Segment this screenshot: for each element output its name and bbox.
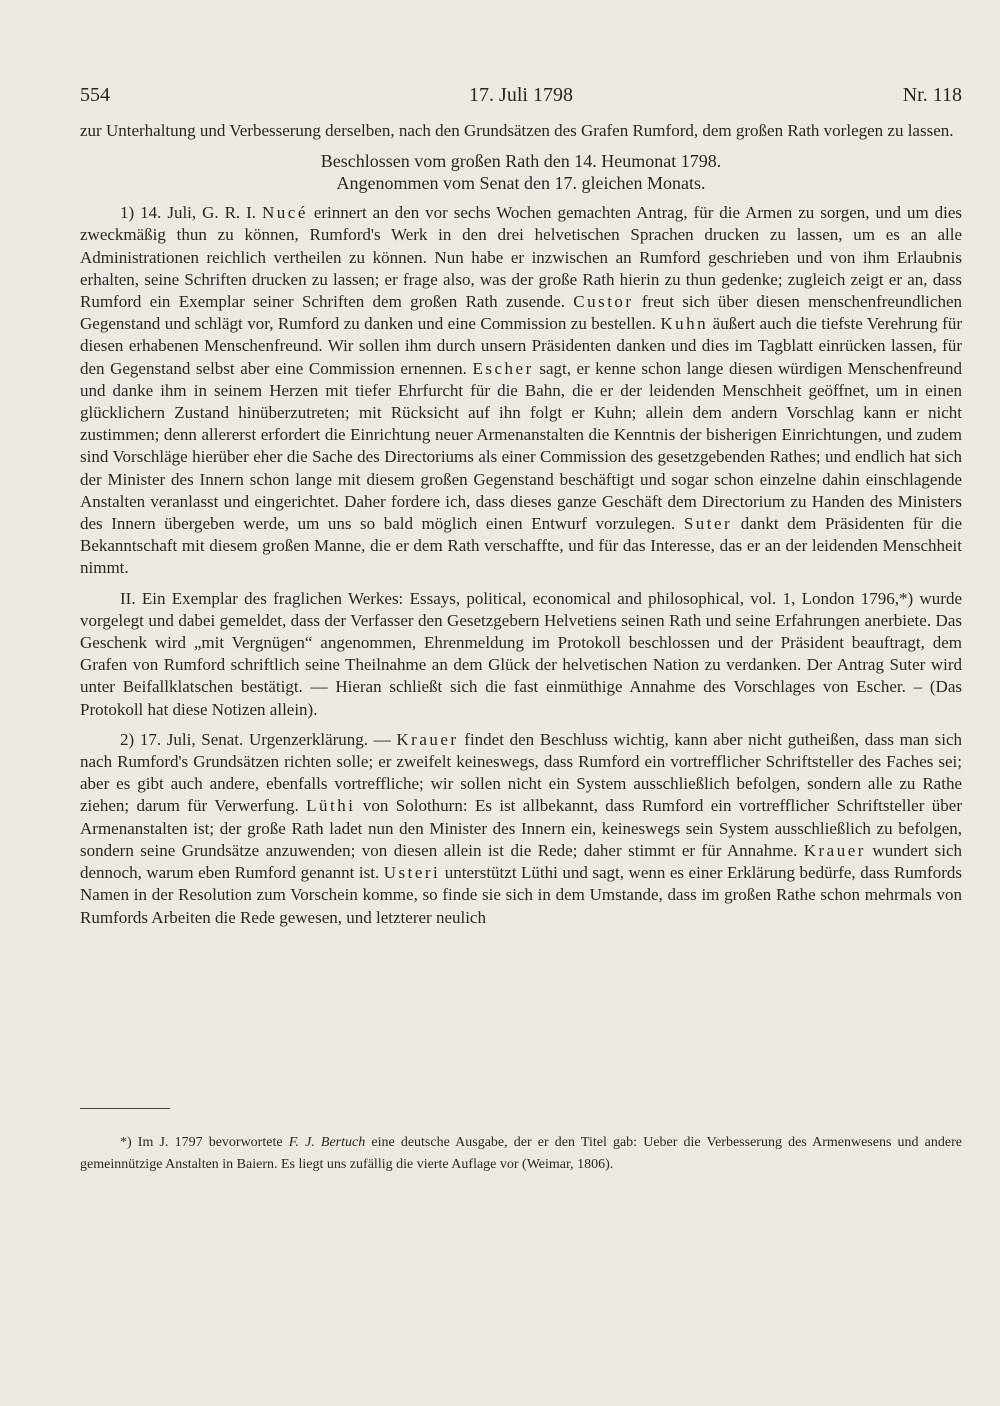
- text-run: freut sich über diesen menschenfreundlichen Gegenstand und schlägt vor, Rumford zu danken und eine Commission zu bestellen.: [80, 292, 962, 334]
- main-text: [80, 120, 962, 929]
- text-run: dankt dem Präsidenten für die Bekanntschaft mit diesem großen Manne, die er dem Rath verschaffte, und für das Interesse, das er an der leidenden Menschheit nimmt.: [80, 514, 962, 578]
- speaker-nuce: Nucé: [262, 203, 308, 223]
- speaker-custor: Custor: [573, 292, 634, 312]
- text-run: wundert sich dennoch, warum eben Rumford genannt ist.: [80, 840, 963, 883]
- speaker-escher: Escher: [472, 358, 534, 378]
- text-run: findet den Beschluss wichtig, kann aber nicht gutheißen, dass man sich nach Rumford's Grundsätzen richten solle; er zweifelt keineswegs, dass Rumford ein vortrefflicher Schriftsteller des Faches sei; aber es gibt auch andere, ebenfalls vortreffliche; wir sollen nicht ein System ausschließlich befolgen, sondern alle zu Rathe ziehen; darum für Verwerfung.: [80, 729, 962, 816]
- text-run: 1) 14. Juli, G. R. I.: [120, 203, 262, 223]
- footnote-author: F. J. Bertuch: [288, 1135, 366, 1150]
- page-header: [80, 84, 962, 114]
- text-run: 2) 17. Juli, Senat. Urgenzerklärung. —: [120, 729, 397, 749]
- text-run: von Solothurn: Es ist allbekannt, dass Rumford ein vortrefflicher Schriftsteller über Armenanstalten ist; der große Rath ladet nun den Minister des Innern ein, keineswegs sein System ausschließlich zu befolgen, sondern seine Grundsätze anzuwenden; von diesen allein ist die Rede; daher stimmt er für Annahme.: [80, 796, 962, 860]
- resolution-line-1: Beschlossen vom großen Rath den 14. Heumonat 1798.: [320, 151, 722, 172]
- text-run: erinnert an den vor sechs Wochen gemachten Antrag, für die Armen zu sorgen, und um dies zweckmäßig thun zu können, Rumford's Werk in den drei helvetischen Sprachen drucken zu lassen, um es an alle Administrationen reichlich vertheilen zu können. Nun habe er inzwischen an Rumford geschrieben und von ihm Erlaubnis erhalten, seine Schriften drucken zu lassen; er frage also, was der große Rath hierin zu thun gedenke; zugleich zeigt er an, dass Rumford ein Exemplar seiner Schriften dem großen Rath zusende.: [80, 203, 963, 312]
- paragraph-2: II. Ein Exemplar des fraglichen Werkes: Essays, political, economical and philosophical, vol. 1, London 1796,*) wurde vorgelegt und dabei gemeldet, dass der Verfasser den Gesetzgebern Helvetiens seinen Rath und seine Erfahrungen anerbiete. Das Geschenk wird „mit Vergnügen“ angenommen, Ehrenmeldung im Protokoll beschlossen und der Präsident beauftragt, dem Grafen von Rumford schriftlich seine Theilnahme an dem Glück der helvetischen Nation zu verdanken. Der Antrag Suter wird unter Beifallklatschen bestätigt. — Hieran schließt sich die fast einmüthige Annahme des Vorschlages von Escher. – (Das Protokoll hat diese Notizen allein).: [80, 588, 962, 719]
- document-number: Nr. 118: [902, 84, 962, 106]
- text-run: sagt, er kenne schon lange diesen würdigen Menschenfreund und danke ihm in seinem Herzen mit tiefer Ehrfurcht für die Bahn, die er der leidenden Menschheit geöffnet, um in einen glücklichern Zustand hinüberzutreten; mit Rücksicht auf ihn folgt er Kuhn; allein dem andern Vorschlag kann er nicht zustimmen; denn allererst erfordert die Einrichtung neuer Armenanstalten die Kenntnis der bisherigen Einrichtungen, und zudem sind Vorschläge hierüber eher die Sache des Directoriums als einer Commission des gesetzgebenden Rathes; und endlich hat sich der Minister des Innern schon lange mit diesem großen Gegenstand beschäftigt und sogar schon einzelne dahin einschlagende Anstalten veranlasst und eingerichtet. Daher fordere ich, dass dieses ganze Geschäft dem Directorium zu Handen des Ministers des Innern übergeben werde, um uns so bald möglich einen Entwurf vorzulegen.: [80, 358, 962, 534]
- speaker-luethi: Lüthi: [306, 796, 356, 816]
- speaker-krauer: Krauer: [396, 729, 459, 749]
- text-run: *) Im J. 1797 bevorwortete: [120, 1135, 289, 1150]
- speaker-suter: Suter: [683, 514, 733, 534]
- footnote: [80, 1132, 962, 1176]
- speaker-kuhn: Kuhn: [660, 314, 709, 334]
- text-run: unterstützt Lüthi und sagt, wenn es einer Erklärung bedürfe, dass Rumfords Namen in der Resolution zum Vorschein komme, so finde sie sich in dem Umstande, dass im großen Rathe schon mehrmals von Rumfords Arbeiten die Rede gewesen, und letzterer neulich: [80, 863, 962, 927]
- page-number: 554: [80, 84, 110, 106]
- header-date: 17. Juli 1798: [469, 84, 573, 106]
- resolution-block: [80, 150, 962, 194]
- resolution-line-2: Angenommen vom Senat den 17. gleichen Monats.: [336, 173, 706, 194]
- text-run: äußert auch die tiefste Verehrung für diesen erhabenen Menschenfreund. Wir sollen ihm durch unsern Präsidenten danken und dies im Tagblatt einrücken lassen, für den Gegenstand selbst aber eine Commission ernennen.: [80, 314, 962, 378]
- intro-paragraph: zur Unterhaltung und Verbesserung derselben, nach den Grundsätzen des Grafen Rumford, dem großen Rath vorlegen zu lassen.: [80, 121, 954, 140]
- speaker-krauer: Krauer: [803, 840, 866, 860]
- speaker-usteri: Usteri: [383, 863, 441, 883]
- paragraph-1: [80, 202, 962, 579]
- paragraph-3: [80, 729, 962, 929]
- text-run: eine deutsche Ausgabe, der er den Titel gab: Ueber die Verbesserung des Armenwesens und andere gemeinnützige Anstalten in Baiern. Es liegt uns zufällig die vierte Auflage vor (Weimar, 1806).: [80, 1135, 962, 1172]
- footnote-divider: [80, 1108, 170, 1109]
